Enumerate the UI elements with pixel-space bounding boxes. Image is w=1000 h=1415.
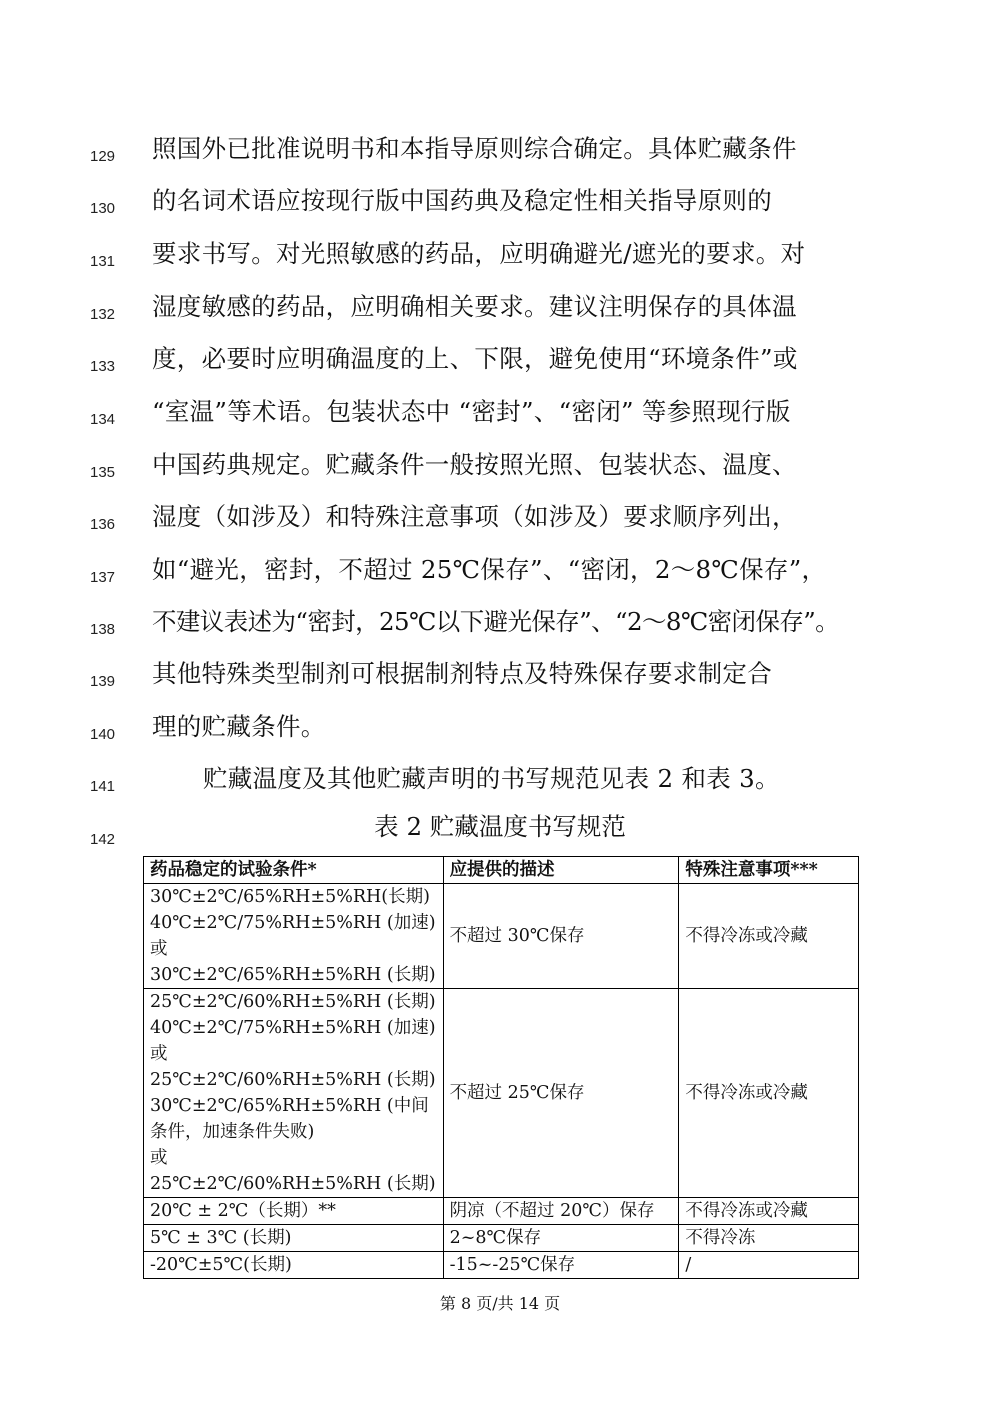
description-cell: 阴凉（不超过 20℃）保存 bbox=[443, 1198, 679, 1225]
storage-temperature-table bbox=[143, 856, 859, 1279]
condition-line: 或 bbox=[150, 1044, 168, 1064]
line-number: 141 bbox=[90, 778, 116, 795]
page-footer: 第 8 页/共 14 页 bbox=[439, 1294, 561, 1313]
condition-line: 5℃ ± 3℃ (长期) bbox=[150, 1228, 292, 1248]
condition-line: 条件，加速条件失败) bbox=[150, 1122, 315, 1142]
table-row bbox=[144, 1252, 859, 1279]
table-row bbox=[144, 989, 859, 1198]
header-special-notes: 特殊注意事项*** bbox=[679, 857, 859, 884]
line-text: 照国外已批准说明书和本指导原则综合确定。具体贮藏条件 bbox=[152, 134, 797, 163]
line-number: 135 bbox=[90, 464, 116, 481]
table-row bbox=[144, 884, 859, 989]
line-number: 129 bbox=[90, 148, 116, 165]
text-line bbox=[0, 292, 1000, 345]
line-number: 137 bbox=[90, 569, 116, 586]
line-text: 不建议表述为“密封，25℃以下避光保存”、“2～8℃密闭保存”。 bbox=[152, 607, 840, 636]
line-text: 贮藏温度及其他贮藏声明的书写规范见表 2 和表 3。 bbox=[203, 764, 780, 793]
line-text: 理的贮藏条件。 bbox=[152, 712, 326, 741]
text-line bbox=[0, 659, 1000, 712]
header-description: 应提供的描述 bbox=[443, 857, 679, 884]
conditions-cell bbox=[144, 1225, 444, 1252]
line-text: “室温”等术语。包装状态中 “密封”、“密闭” 等参照现行版 bbox=[152, 397, 791, 426]
description-cell: -15~-25℃保存 bbox=[443, 1252, 679, 1279]
conditions-cell bbox=[144, 884, 444, 989]
conditions-cell bbox=[144, 1198, 444, 1225]
condition-line: 40℃±2℃/75%RH±5%RH (加速) bbox=[150, 913, 436, 933]
line-number: 140 bbox=[90, 726, 116, 743]
line-number: 132 bbox=[90, 306, 116, 323]
table-caption: 表 2 贮藏温度书写规范 bbox=[374, 812, 626, 841]
note-cell: 不得冷冻或冷藏 bbox=[679, 1198, 859, 1225]
text-line bbox=[0, 239, 1000, 292]
line-text: 其他特殊类型制剂可根据制剂特点及特殊保存要求制定合 bbox=[152, 659, 772, 688]
condition-line: 30℃±2℃/65%RH±5%RH (中间 bbox=[150, 1096, 429, 1116]
text-line bbox=[0, 764, 1000, 817]
note-cell: 不得冷冻或冷藏 bbox=[679, 989, 859, 1198]
line-text: 度，必要时应明确温度的上、下限，避免使用“环境条件”或 bbox=[152, 344, 798, 373]
line-text: 如“避光，密封，不超过 25℃保存”、“密闭，2～8℃保存”， bbox=[152, 555, 827, 584]
note-cell: 不得冷冻 bbox=[679, 1225, 859, 1252]
text-line bbox=[0, 555, 1000, 608]
line-number: 136 bbox=[90, 516, 116, 533]
condition-line: 20℃ ± 2℃（长期）** bbox=[150, 1201, 336, 1221]
conditions-cell bbox=[144, 1252, 444, 1279]
condition-line: 30℃±2℃/65%RH±5%RH (长期) bbox=[150, 965, 436, 985]
line-text: 中国药典规定。贮藏条件一般按照光照、包装状态、温度、 bbox=[152, 450, 797, 479]
line-number: 131 bbox=[90, 253, 116, 270]
text-line bbox=[0, 397, 1000, 450]
line-text: 要求书写。对光照敏感的药品，应明确避光/遮光的要求。对 bbox=[152, 239, 806, 268]
text-line bbox=[0, 712, 1000, 765]
text-line bbox=[0, 607, 1000, 660]
table-row bbox=[144, 1225, 859, 1252]
condition-line: 25℃±2℃/60%RH±5%RH (长期) bbox=[150, 992, 436, 1012]
line-text: 湿度（如涉及）和特殊注意事项（如涉及）要求顺序列出， bbox=[152, 502, 797, 531]
line-number: 130 bbox=[90, 200, 116, 217]
text-line bbox=[0, 502, 1000, 555]
conditions-cell bbox=[144, 989, 444, 1198]
description-cell: 不超过 30℃保存 bbox=[443, 884, 679, 989]
description-cell: 不超过 25℃保存 bbox=[443, 989, 679, 1198]
text-line bbox=[0, 450, 1000, 503]
note-cell: 不得冷冻或冷藏 bbox=[679, 884, 859, 989]
condition-line: 25℃±2℃/60%RH±5%RH (长期) bbox=[150, 1070, 436, 1090]
line-text: 的名词术语应按现行版中国药典及稳定性相关指导原则的 bbox=[152, 186, 772, 215]
condition-line: 或 bbox=[150, 1148, 168, 1168]
line-text: 湿度敏感的药品，应明确相关要求。建议注明保存的具体温 bbox=[152, 292, 797, 321]
condition-line: -20℃±5℃(长期) bbox=[150, 1255, 292, 1275]
line-number: 139 bbox=[90, 673, 116, 690]
text-line bbox=[0, 134, 1000, 187]
line-number: 138 bbox=[90, 621, 116, 638]
header-test-conditions: 药品稳定的试验条件* bbox=[144, 857, 444, 884]
table-header-row bbox=[144, 857, 859, 884]
line-number: 142 bbox=[90, 831, 116, 848]
condition-line: 或 bbox=[150, 939, 168, 959]
line-number: 133 bbox=[90, 358, 116, 375]
text-line bbox=[0, 344, 1000, 397]
table-row bbox=[144, 1198, 859, 1225]
description-cell: 2~8℃保存 bbox=[443, 1225, 679, 1252]
condition-line: 25℃±2℃/60%RH±5%RH (长期) bbox=[150, 1174, 436, 1194]
line-number: 134 bbox=[90, 411, 116, 428]
condition-line: 30℃±2℃/65%RH±5%RH(长期) bbox=[150, 887, 430, 907]
note-cell: / bbox=[679, 1252, 859, 1279]
condition-line: 40℃±2℃/75%RH±5%RH (加速) bbox=[150, 1018, 436, 1038]
text-line bbox=[0, 186, 1000, 239]
